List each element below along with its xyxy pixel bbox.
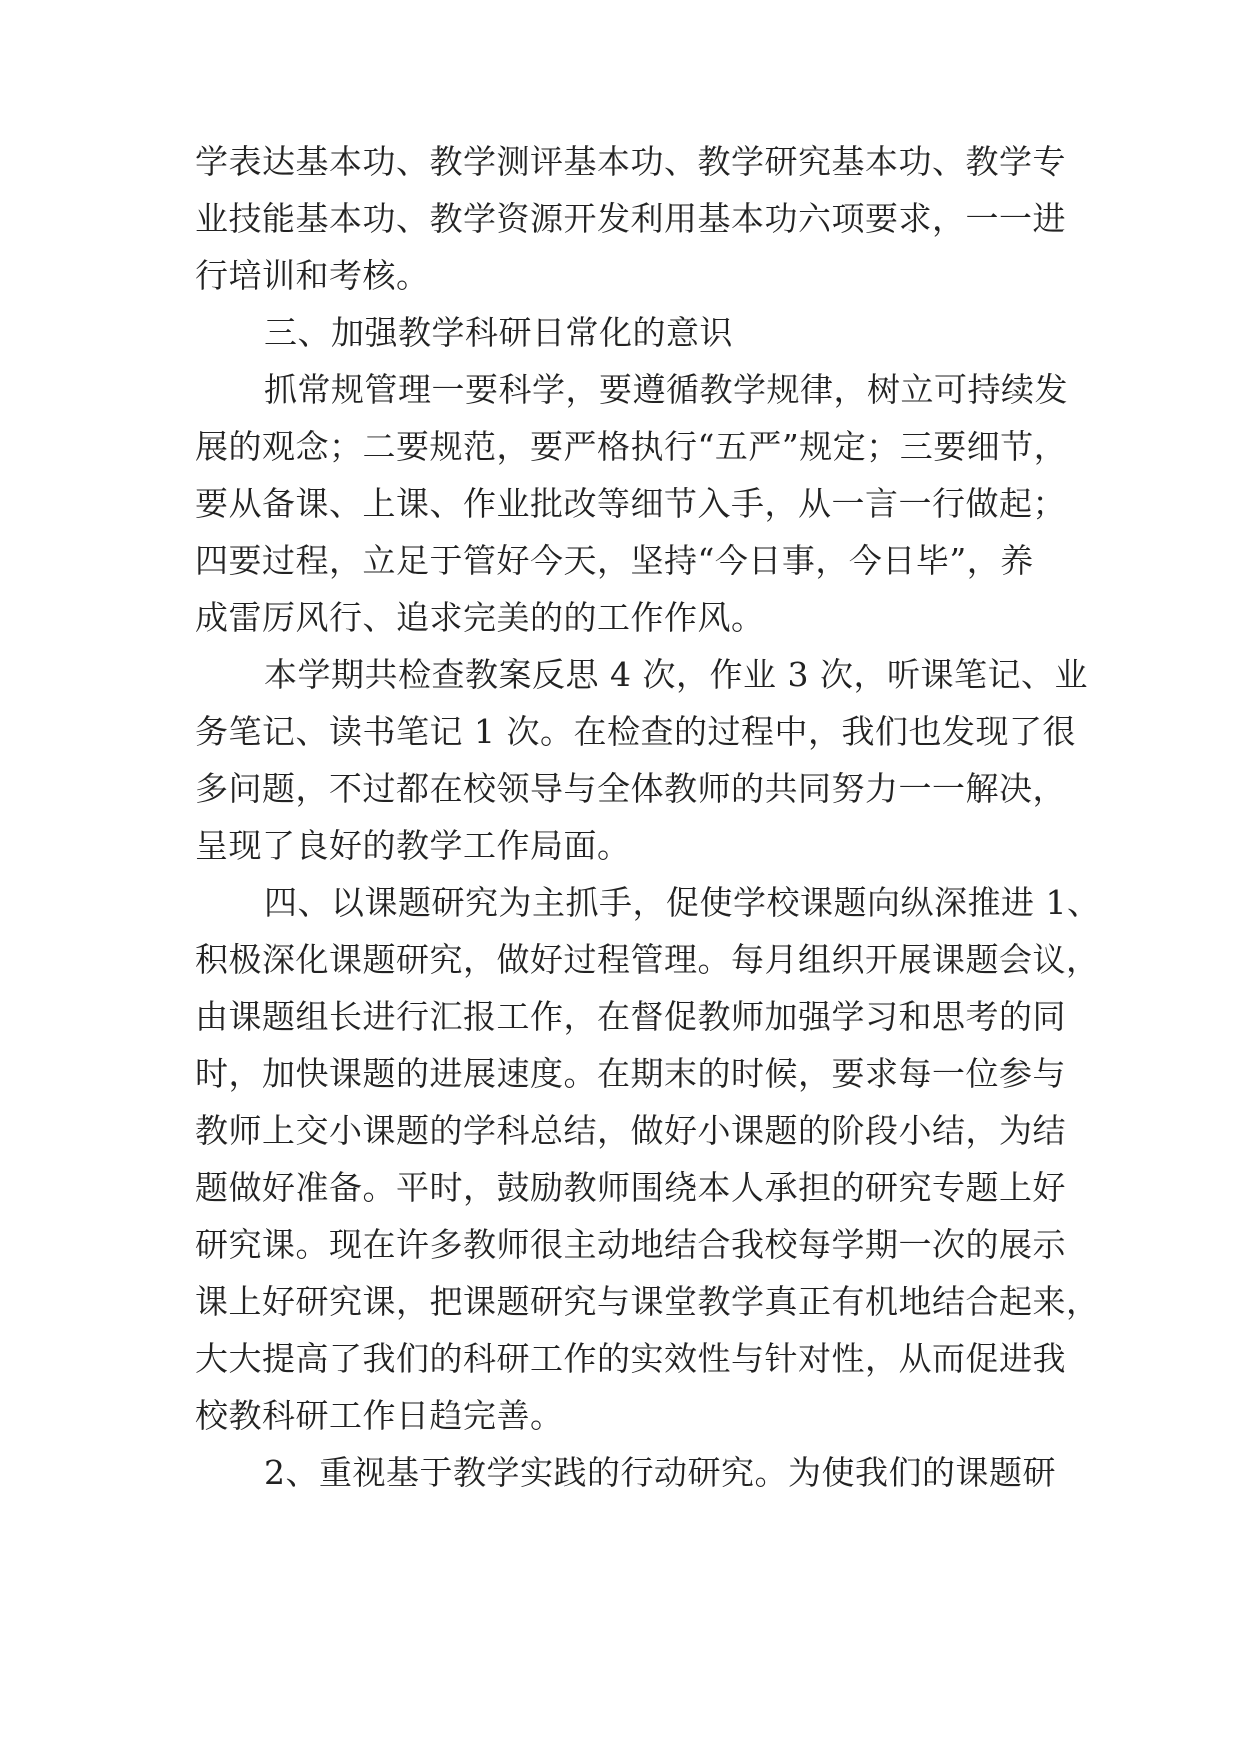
text-line: 四要过程，立足于管好今天，坚持“今日事，今日毕”，养	[195, 541, 1034, 580]
text-line: 积极深化课题研究，做好过程管理。每月组织开展课题会议，	[195, 940, 1100, 979]
text-line: 由课题组长进行汇报工作，在督促教师加强学习和思考的同	[195, 997, 1066, 1036]
text-line: 课上好研究课，把课题研究与课堂教学真正有机地结合起来，	[195, 1282, 1100, 1321]
text-line: 大大提高了我们的科研工作的实效性与针对性，从而促进我	[195, 1339, 1066, 1378]
text-line: 务笔记、读书笔记 1 次。在检查的过程中，我们也发现了很	[195, 712, 1076, 751]
text-line: 研究课。现在许多教师很主动地结合我校每学期一次的展示	[195, 1225, 1066, 1264]
text-line: 学表达基本功、教学测评基本功、教学研究基本功、教学专	[195, 142, 1066, 181]
section-heading: 三、加强教学科研日常化的意识	[264, 313, 733, 352]
text-line: 本学期共检查教案反思 4 次，作业 3 次，听课笔记、业	[264, 655, 1088, 694]
text-line: 呈现了良好的教学工作局面。	[195, 826, 631, 865]
text-line: 多问题，不过都在校领导与全体教师的共同努力一一解决，	[195, 769, 1066, 808]
text-line: 校教科研工作日趋完善。	[195, 1396, 564, 1435]
text-line: 2、重视基于教学实践的行动研究。为使我们的课题研	[264, 1453, 1056, 1492]
text-line: 时，加快课题的进展速度。在期末的时候，要求每一位参与	[195, 1054, 1066, 1093]
text-line: 业技能基本功、教学资源开发利用基本功六项要求，一一进	[195, 199, 1066, 238]
text-line: 展的观念；二要规范，要严格执行“五严”规定；三要细节，	[195, 427, 1068, 466]
text-line: 要从备课、上课、作业批改等细节入手，从一言一行做起；	[195, 484, 1066, 523]
text-line: 抓常规管理一要科学，要遵循教学规律，树立可持续发	[264, 370, 1068, 409]
text-line: 成雷厉风行、追求完美的的工作作风。	[195, 598, 765, 637]
section-heading: 四、以课题研究为主抓手，促使学校课题向纵深推进 1、	[264, 883, 1101, 922]
text-line: 教师上交小课题的学科总结，做好小课题的阶段小结，为结	[195, 1111, 1066, 1150]
text-line: 题做好准备。平时，鼓励教师围绕本人承担的研究专题上好	[195, 1168, 1066, 1207]
text-line: 行培训和考核。	[195, 256, 430, 295]
